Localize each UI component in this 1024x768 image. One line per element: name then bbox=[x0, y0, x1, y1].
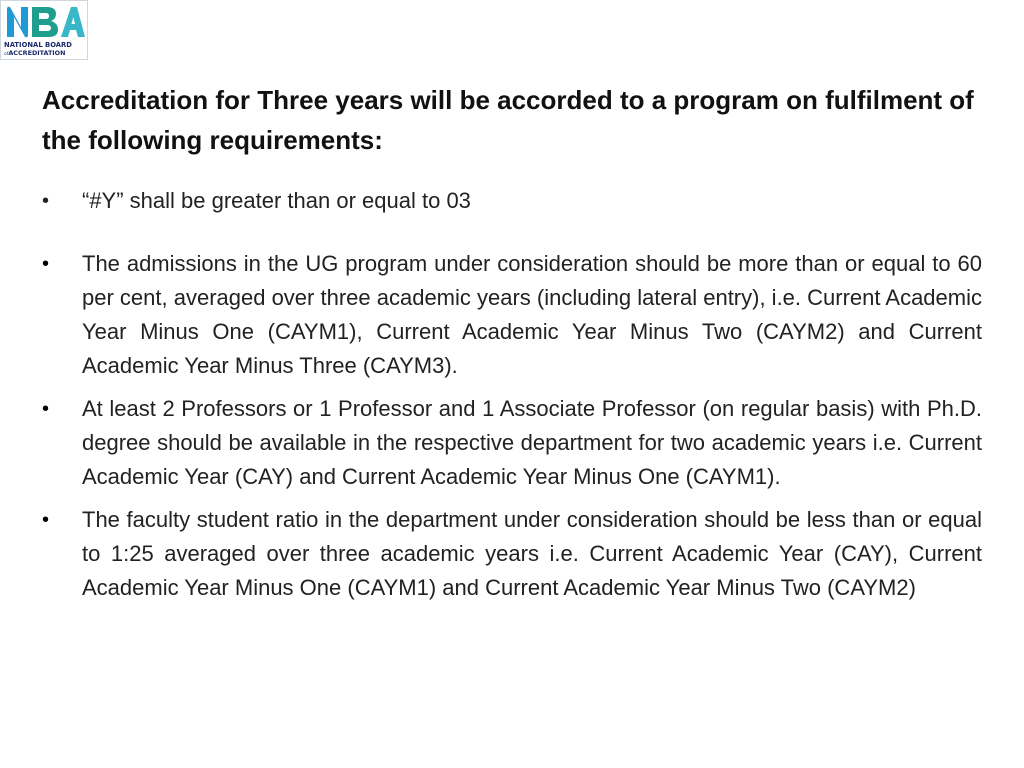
logo-accreditation-text: ACCREDITATION bbox=[8, 49, 66, 57]
bullet-icon: • bbox=[42, 509, 50, 531]
bullet-icon: • bbox=[42, 253, 50, 275]
slide-heading: Accreditation for Three years will be accorded to a program on fulfilment of the following requirements: bbox=[42, 85, 974, 155]
requirements-list bbox=[42, 247, 982, 614]
logo-of-text: of bbox=[4, 52, 9, 57]
nba-logo-mark-icon bbox=[3, 3, 85, 41]
requirement-admissions-text: The admissions in the UG program under consideration should be more than or equal to 60 per cent, averaged over three academic years (including lateral entry), i.e. Current Academic Year Minus One (CAYM1), Current Academic Year Minus Two (CAYM2) and Current Academic Year Minus Three (CAYM3). bbox=[82, 251, 982, 378]
list-item bbox=[42, 503, 982, 605]
requirement-faculty-ratio-text: The faculty student ratio in the department under consideration should be less than or equal to 1:25 averaged over three academic years i.e. Current Academic Year (CAY), Current Academic Year Minus One (CAYM1) and Current Academic Year Minus Two (CAYM2) bbox=[82, 507, 982, 600]
nba-logo bbox=[0, 0, 88, 60]
bullet-icon: • bbox=[42, 190, 50, 212]
list-item bbox=[42, 392, 982, 494]
requirement-y-text: “#Y” shall be greater than or equal to 03 bbox=[82, 188, 471, 213]
logo-line-accreditation bbox=[4, 49, 86, 59]
requirement-y-bullet bbox=[42, 186, 982, 216]
requirement-professors-text: At least 2 Professors or 1 Professor and 1 Associate Professor (on regular basis) with Ph.D. degree should be available in the respective department for two academic years i.e. Current Academic Year (CAY) and Current Academic Year Minus One (CAYM1). bbox=[82, 396, 982, 489]
list-item bbox=[42, 247, 982, 383]
bullet-icon: • bbox=[42, 398, 50, 420]
logo-line-national-board: NATIONAL BOARD bbox=[4, 41, 72, 49]
